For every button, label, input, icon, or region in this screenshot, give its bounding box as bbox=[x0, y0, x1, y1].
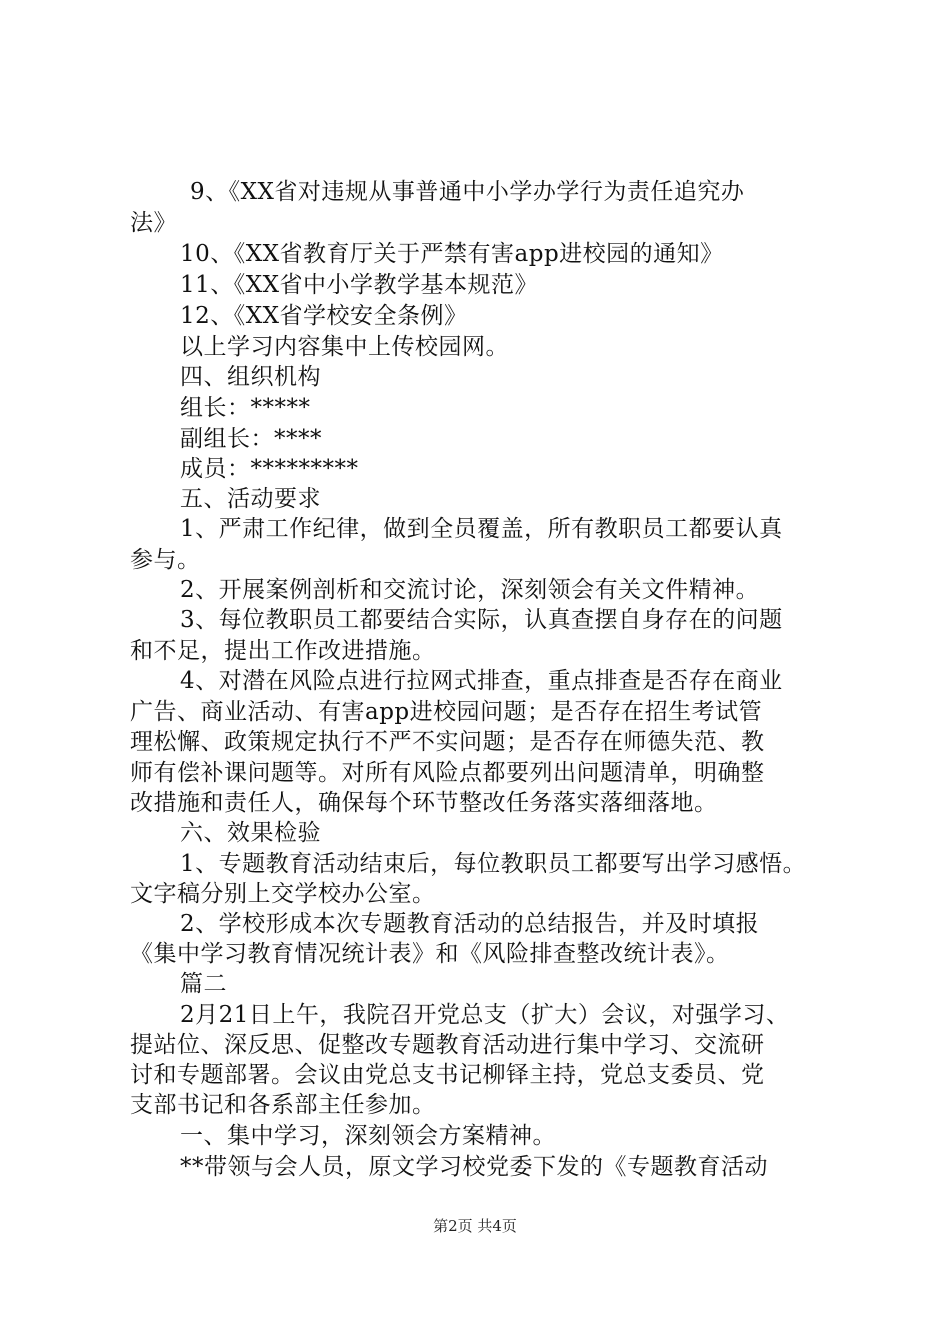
text-line: 和不足，提出工作改进措施。 bbox=[130, 638, 436, 664]
text-line: 2月21日上午，我院召开党总支（扩大）会议，对强学习、 bbox=[180, 1002, 790, 1028]
text-line: 提站位、深反思、促整改专题教育活动进行集中学习、交流研 bbox=[130, 1032, 765, 1058]
text-line: 组长：***** bbox=[180, 395, 311, 421]
text-line: 3、每位教职员工都要结合实际，认真查摆自身存在的问题 bbox=[180, 607, 783, 633]
section-heading: 六、效果检验 bbox=[180, 820, 321, 846]
text-line: 1、严肃工作纪律，做到全员覆盖，所有教职员工都要认真 bbox=[180, 516, 783, 542]
section-heading: 一、集中学习，深刻领会方案精神。 bbox=[180, 1123, 556, 1149]
text-line: 以上学习内容集中上传校园网。 bbox=[180, 334, 509, 360]
text-line: 改措施和责任人，确保每个环节整改任务落实落细落地。 bbox=[130, 790, 718, 816]
text-line: 支部书记和各系部主任参加。 bbox=[130, 1092, 436, 1118]
text-line: 理松懈、政策规定执行不严不实问题；是否存在师德失范、教 bbox=[130, 729, 765, 755]
text-line: 2、开展案例剖析和交流讨论，深刻领会有关文件精神。 bbox=[180, 577, 760, 603]
page-footer: 第2页 共4页 bbox=[433, 1217, 517, 1235]
section-heading: 篇二 bbox=[180, 971, 227, 997]
text-line: 师有偿补课问题等。对所有风险点都要列出问题清单，明确整 bbox=[130, 760, 765, 786]
text-line: 9、《XX省对违规从事普通中小学办学行为责任追究办 bbox=[190, 179, 745, 205]
text-line: 11、《XX省中小学教学基本规范》 bbox=[180, 272, 539, 298]
text-line: 讨和专题部署。会议由党总支书记柳铎主持，党总支委员、党 bbox=[130, 1062, 765, 1088]
section-heading: 四、组织机构 bbox=[180, 364, 321, 390]
section-heading: 五、活动要求 bbox=[180, 486, 321, 512]
text-line: 参与。 bbox=[130, 547, 201, 573]
text-line: 12、《XX省学校安全条例》 bbox=[180, 303, 468, 329]
text-line: 广告、商业活动、有害app进校园问题；是否存在招生考试管 bbox=[130, 699, 763, 725]
text-line: 成员：********* bbox=[180, 456, 359, 482]
text-line: **带领与会人员，原文学习校党委下发的《专题教育活动 bbox=[180, 1154, 768, 1180]
text-line: 副组长：**** bbox=[180, 426, 322, 452]
text-line: 10、《XX省教育厅关于严禁有害app进校园的通知》 bbox=[180, 241, 724, 267]
text-line: 法》 bbox=[130, 210, 177, 236]
text-line: 2、学校形成本次专题教育活动的总结报告，并及时填报 bbox=[180, 911, 760, 937]
text-line: 1、专题教育活动结束后，每位教职员工都要写出学习感悟。 bbox=[180, 851, 807, 877]
text-line: 《集中学习教育情况统计表》和《风险排查整改统计表》。 bbox=[130, 941, 730, 967]
text-line: 4、对潜在风险点进行拉网式排查，重点排查是否存在商业 bbox=[180, 668, 783, 694]
text-line: 文字稿分别上交学校办公室。 bbox=[130, 881, 436, 907]
